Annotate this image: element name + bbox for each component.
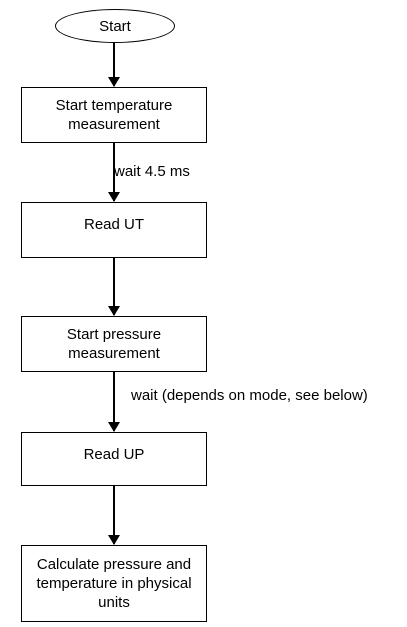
- step-label: Read UT: [83, 216, 145, 233]
- step-label: Calculate pressure and temperature in physical units: [36, 556, 192, 611]
- step-start-temperature-measurement: [21, 87, 207, 143]
- edge-label-wait-depends-on-mode: wait (depends on mode, see below): [131, 387, 368, 404]
- arrow-step-4-to-step-5: [113, 486, 115, 544]
- step-label: Read UP: [83, 446, 145, 463]
- step-calculate-pressure-and-temperature: [21, 545, 207, 622]
- start-label: Start: [99, 17, 131, 35]
- start-node: [55, 9, 175, 43]
- arrow-step-2-to-step-3: [113, 258, 115, 315]
- step-read-ut: [21, 202, 207, 258]
- step-label: Start pressure measurement: [66, 326, 162, 362]
- step-start-pressure-measurement: [21, 316, 207, 372]
- step-read-up: [21, 432, 207, 486]
- arrow-step-3-to-step-4: [113, 372, 115, 431]
- arrow-start-to-step-1: [113, 43, 115, 86]
- step-label: Start temperature measurement: [55, 97, 173, 133]
- edge-label-wait-4-5-ms: wait 4.5 ms: [114, 163, 190, 180]
